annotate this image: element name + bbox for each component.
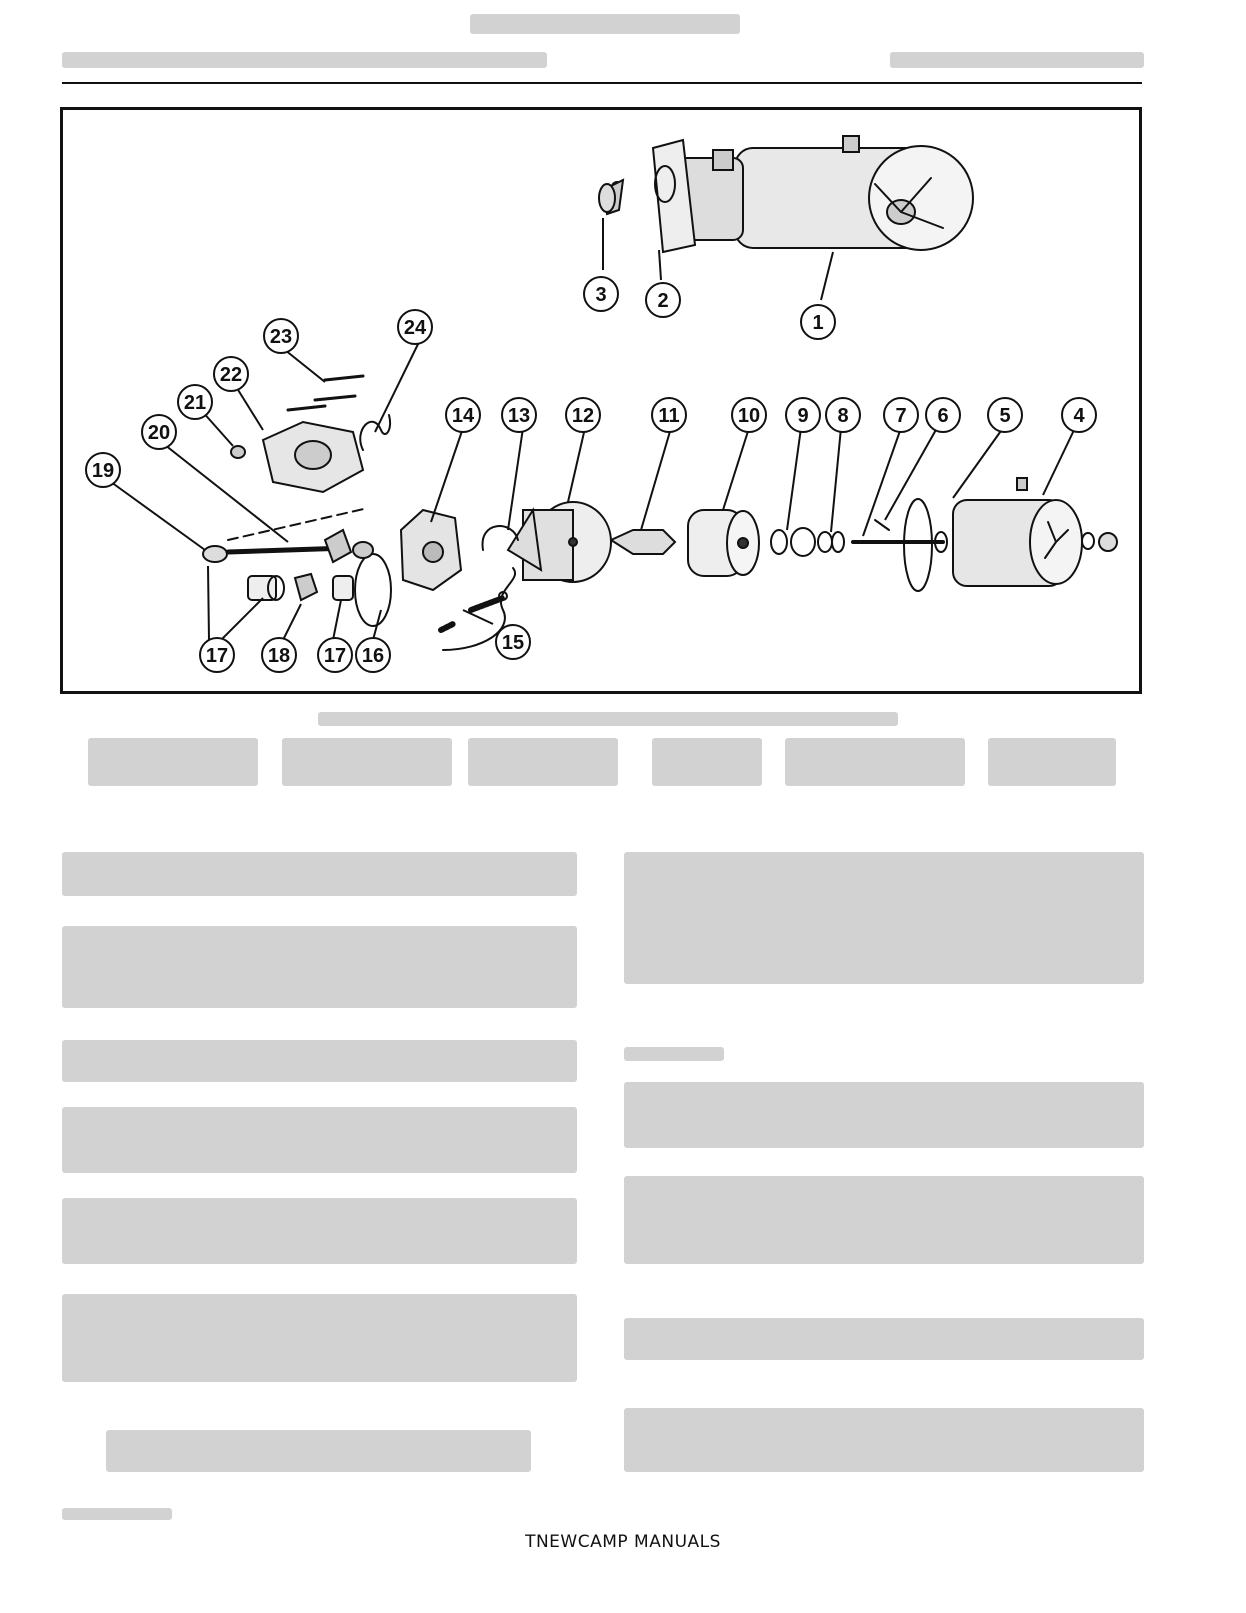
fitting-part (611, 530, 675, 554)
callout-1 (801, 305, 835, 339)
right-para-5-blur (624, 1408, 1144, 1472)
header-rule (62, 82, 1142, 84)
callout-2 (646, 283, 680, 317)
callout-label: 11 (658, 405, 680, 427)
left-para-1-blur (62, 852, 577, 896)
callout-label: 5 (999, 405, 1011, 427)
callout-21 (178, 385, 212, 419)
callout-label: 16 (361, 645, 385, 667)
callout-22 (214, 357, 248, 391)
end-cover-parts (231, 376, 390, 492)
header-right-blur (890, 52, 1144, 68)
gear-body-part (355, 510, 461, 626)
footer-watermark: TNEWCAMP MANUALS (525, 1532, 721, 1552)
callout-18 (262, 638, 296, 672)
header-left-blur (62, 52, 547, 68)
right-para-1-blur (624, 852, 1144, 984)
callout-24 (398, 310, 432, 344)
left-para-2-blur (62, 926, 577, 1008)
callout-6 (926, 398, 960, 432)
callout-label: 4 (1073, 405, 1085, 427)
callout-label: 22 (219, 364, 243, 386)
callout-11 (652, 398, 686, 432)
callout-15 (496, 625, 530, 659)
exploded-view-drawing (63, 110, 1139, 691)
left-para-4-blur (62, 1107, 577, 1173)
callout-13 (502, 398, 536, 432)
footer-left-blur (62, 1508, 172, 1520)
callout-10 (732, 398, 766, 432)
legend-blur-5 (785, 738, 965, 786)
callout-9 (786, 398, 820, 432)
callout-label: 10 (737, 405, 761, 427)
callout-label: 12 (571, 405, 595, 427)
figure-caption-blur (318, 712, 898, 726)
callout-8 (826, 398, 860, 432)
callout-label: 21 (183, 392, 207, 414)
assembly-body-part (599, 136, 973, 252)
header-title-blur (470, 14, 740, 34)
cover-part (483, 502, 611, 582)
callout-20 (142, 415, 176, 449)
callout-label: 3 (595, 284, 607, 306)
right-para-3-blur (624, 1176, 1144, 1264)
left-para-3-blur (62, 1040, 577, 1082)
legend-blur-6 (988, 738, 1116, 786)
right-para-2-blur (624, 1082, 1144, 1148)
callout-label: 20 (147, 422, 171, 444)
callout-label: 17 (205, 645, 229, 667)
callout-label: 6 (937, 405, 949, 427)
callout-label: 15 (501, 632, 525, 654)
left-para-5-blur (62, 1198, 577, 1264)
callout-label: 1 (812, 312, 824, 334)
callout-7 (884, 398, 918, 432)
right-para-4-blur (624, 1318, 1144, 1360)
callout-label: 17 (323, 645, 347, 667)
left-note-blur (106, 1430, 531, 1472)
left-para-6-blur (62, 1294, 577, 1382)
legend-blur-1 (88, 738, 258, 786)
callout-3 (584, 277, 618, 311)
callout-label: 14 (451, 405, 475, 427)
legend-blur-2 (282, 738, 452, 786)
callout-14 (446, 398, 480, 432)
callout-label: 13 (507, 405, 531, 427)
callout-label: 24 (403, 317, 427, 339)
legend-blur-3 (468, 738, 618, 786)
right-heading-blur (624, 1047, 724, 1061)
callout-label: 8 (837, 405, 849, 427)
filter-element-part (688, 510, 759, 576)
callout-12 (566, 398, 600, 432)
callout-label: 9 (797, 405, 809, 427)
callout-label: 23 (269, 326, 293, 348)
callout-label: 18 (267, 645, 291, 667)
callout-label: 19 (91, 460, 115, 482)
rod-and-seal-parts (771, 520, 947, 556)
shaft-and-gear-parts (203, 508, 373, 600)
callout-5 (988, 398, 1022, 432)
callout-label: 2 (657, 290, 669, 312)
callout-label: 7 (895, 405, 907, 427)
callout-group (86, 277, 1096, 672)
exploded-view-figure (60, 107, 1142, 694)
callout-16 (356, 638, 390, 672)
legend-blur-4 (652, 738, 762, 786)
callout-19 (86, 453, 120, 487)
callout-17 (318, 638, 352, 672)
callout-17 (200, 638, 234, 672)
callout-4 (1062, 398, 1096, 432)
callout-23 (264, 319, 298, 353)
